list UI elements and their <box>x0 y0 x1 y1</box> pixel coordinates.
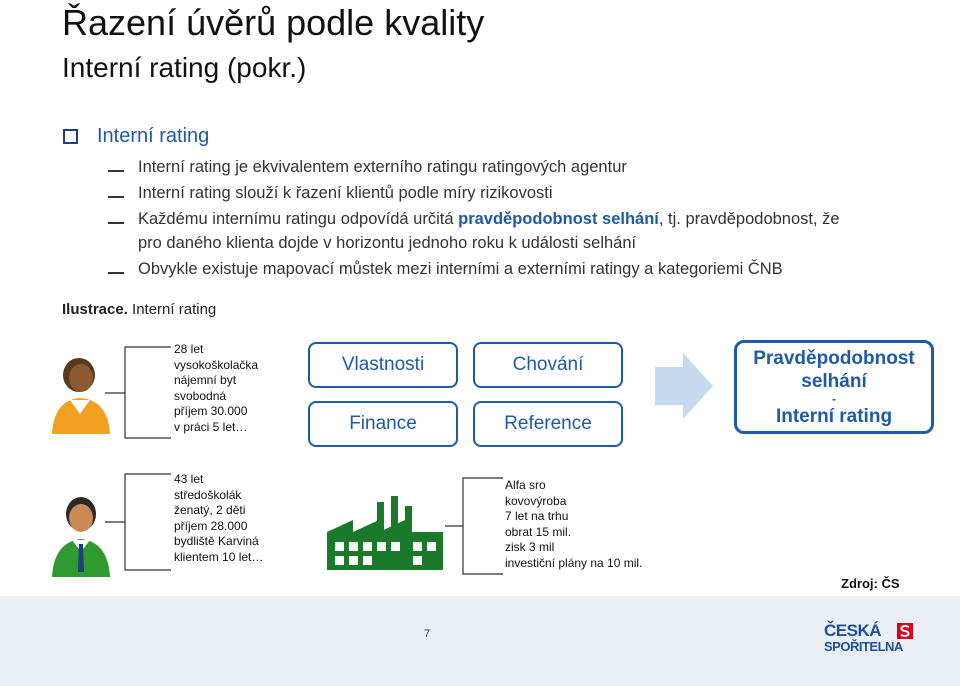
result-line: Pravděpodobnost <box>753 348 915 369</box>
person1-line: v práci 5 let… <box>174 419 248 434</box>
person2-line: příjem 28.000 <box>174 518 248 533</box>
dash-bullet-icon <box>108 170 124 172</box>
illustration-label-rest: Interní rating <box>127 301 217 318</box>
bullet-3-suffix: , tj. pravděpodobnost, že <box>658 210 840 228</box>
ceska-sporitelna-logo <box>824 622 916 658</box>
box-finance: Finance <box>308 401 458 447</box>
bullet-3-bold: pravděpodobnost selhání <box>458 210 659 228</box>
company-line: 7 let na trhu <box>505 509 569 523</box>
company-line: kovovýroba <box>505 493 567 508</box>
person2-line: 43 let <box>174 472 204 486</box>
company-bracket <box>445 476 505 576</box>
result-dash: - <box>832 392 836 406</box>
dash-bullet-icon <box>108 222 124 224</box>
bullet-3-line2: pro daného klienta dojde v horizontu jednoho roku k události selhání <box>138 234 637 252</box>
person1-details <box>174 342 258 435</box>
person1-line: příjem 30.000 <box>174 404 248 418</box>
result-line: selhání <box>801 371 867 392</box>
checkbox-bullet-icon <box>63 129 78 144</box>
bullet-3 <box>138 210 840 229</box>
company-line: zisk 3 mil <box>505 540 555 554</box>
logo-line1: ČESKÁ <box>824 621 882 640</box>
bullet-4: Obvykle existuje mapovací můstek mezi interními a externími ratingy a kategoriemi ČNB <box>138 260 783 278</box>
company-line: Alfa sro <box>505 478 546 492</box>
source-value: ČS <box>877 576 900 591</box>
result-box <box>734 340 934 434</box>
person1-bracket <box>105 345 175 440</box>
logo-s-mark-icon <box>896 622 914 640</box>
company-line: obrat 15 mil. <box>505 524 572 539</box>
person2-details <box>174 472 263 565</box>
person2-bracket <box>105 472 175 572</box>
person2-line: klientem 10 let… <box>174 549 264 564</box>
bullet-2: Interní rating slouží k řazení klientů podle míry rizikovosti <box>138 184 553 202</box>
dash-bullet-icon <box>108 272 124 274</box>
person1-line: nájemní byt <box>174 373 237 387</box>
page-title: Řazení úvěrů podle kvality <box>62 2 485 43</box>
company-details <box>505 478 642 571</box>
arrow-right-icon <box>655 353 715 419</box>
footer-band <box>0 596 960 686</box>
person2-line: ženatý, 2 děti <box>174 503 246 517</box>
source-label: Zdroj: <box>841 576 878 591</box>
factory-icon <box>325 492 445 572</box>
source-note <box>841 576 900 591</box>
page-subtitle: Interní rating (pokr.) <box>62 52 307 83</box>
bullet-1: Interní rating je ekvivalentem externího ratingu ratingových agentur <box>138 158 627 176</box>
person1-line: svobodná <box>174 388 227 403</box>
person2-line: bydliště Karviná <box>174 534 259 548</box>
section-heading: Interní rating <box>97 125 210 147</box>
person2-line: středoškolák <box>174 487 242 502</box>
logo-line2: SPOŘITELNA <box>824 639 903 654</box>
box-reference: Reference <box>473 401 623 447</box>
person1-line: 28 let <box>174 342 204 356</box>
person1-line: vysokoškolačka <box>174 357 259 372</box>
page-number: 7 <box>424 628 431 640</box>
illustration-label-bold: Ilustrace. <box>62 301 128 318</box>
result-line: Interní rating <box>775 406 893 427</box>
bullet-3-prefix: Každému internímu ratingu odpovídá určitá <box>138 210 459 228</box>
illustration-label <box>62 301 216 318</box>
dash-bullet-icon <box>108 196 124 198</box>
box-chovani: Chování <box>473 342 623 388</box>
box-vlastnosti: Vlastnosti <box>308 342 458 388</box>
company-line: investiční plány na 10 mil. <box>505 555 643 570</box>
